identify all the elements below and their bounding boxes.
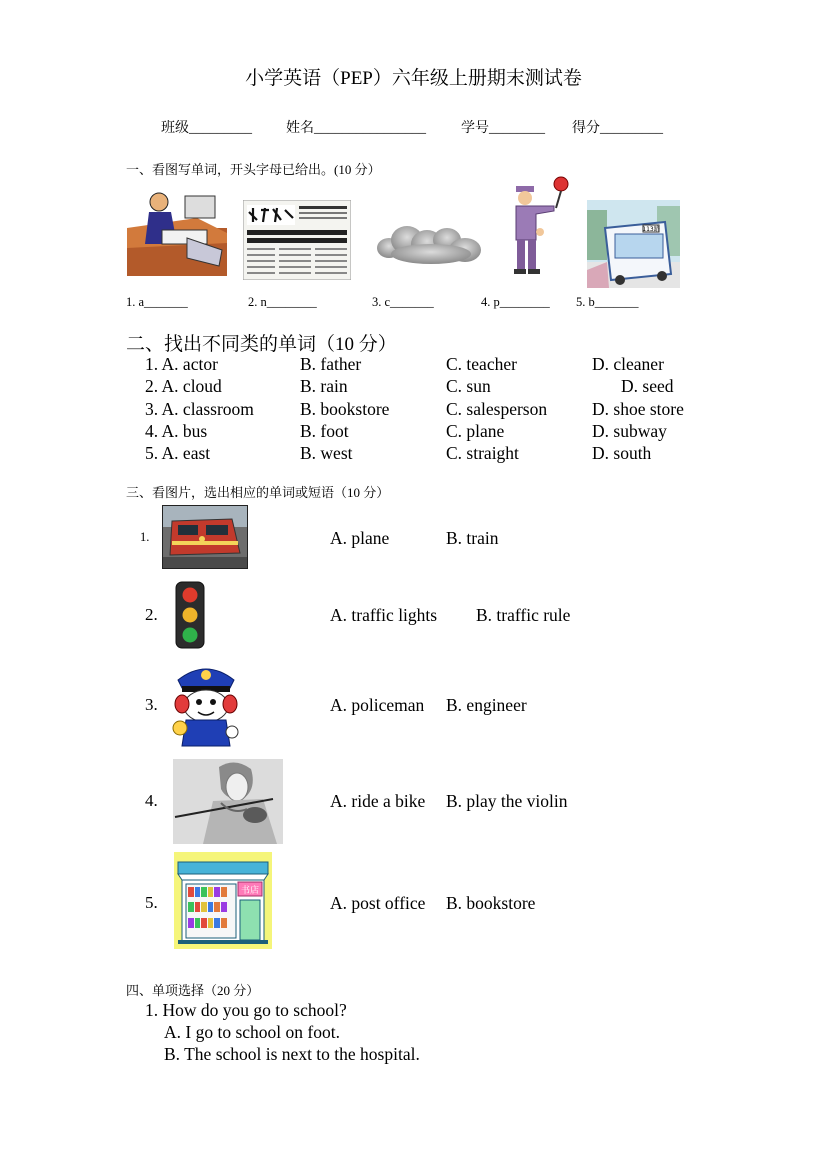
cloud-picture-icon bbox=[375, 222, 485, 268]
bus-number-label: 113路 bbox=[642, 226, 660, 233]
name-field[interactable]: 姓名________________ bbox=[286, 121, 426, 136]
s3-item4-option-b[interactable]: B. play the violin bbox=[446, 791, 568, 811]
page-title: 小学英语（PEP）六年级上册期末测试卷 bbox=[245, 68, 582, 89]
s4-question-1: 1. How do you go to school? bbox=[145, 1000, 347, 1020]
s3-item1-option-b[interactable]: B. train bbox=[446, 528, 499, 548]
s2-r5-b: B. west bbox=[300, 443, 353, 463]
s3-item3-option-b[interactable]: B. engineer bbox=[446, 695, 527, 715]
s2-r4-d: D. subway bbox=[592, 421, 667, 441]
s2-r1-c: C. teacher bbox=[446, 354, 517, 374]
s3-item2-number: 2. bbox=[145, 605, 158, 624]
s2-r2-b: B. rain bbox=[300, 376, 348, 396]
bus-picture-icon bbox=[587, 200, 680, 288]
s2-r5-c: C. straight bbox=[446, 443, 519, 463]
class-field[interactable]: 班级_________ bbox=[161, 121, 252, 136]
s2-r2-c: C. sun bbox=[446, 376, 491, 396]
blank-5[interactable]: 5. b_______ bbox=[576, 295, 639, 309]
desk-worker-picture-icon bbox=[127, 188, 227, 276]
section2-heading: 二、找出不同类的单词（10 分） bbox=[126, 334, 397, 355]
s2-r4-b: B. foot bbox=[300, 421, 349, 441]
section4-heading: 四、单项选择（20 分） bbox=[126, 983, 260, 998]
s2-r3-c: C. salesperson bbox=[446, 399, 548, 419]
s3-item5-option-b[interactable]: B. bookstore bbox=[446, 893, 536, 913]
score-field[interactable]: 得分_________ bbox=[572, 121, 663, 136]
s4-q1-option-b[interactable]: B. The school is next to the hospital. bbox=[164, 1044, 420, 1064]
s2-r3-d: D. shoe store bbox=[592, 399, 684, 419]
s2-r4-c: C. plane bbox=[446, 421, 505, 441]
student-number-field[interactable]: 学号________ bbox=[461, 121, 545, 136]
traffic-police-picture-icon bbox=[506, 176, 572, 276]
s4-q1-option-a[interactable]: A. I go to school on foot. bbox=[164, 1022, 340, 1042]
s2-r5-a: 5. A. east bbox=[145, 443, 211, 463]
policeman-picture-icon bbox=[170, 658, 242, 748]
s2-r1-a: 1. A. actor bbox=[145, 354, 218, 374]
s2-r1-b: B. father bbox=[300, 354, 362, 374]
s2-r4-a: 4. A. bus bbox=[145, 421, 208, 441]
traffic-light-picture-icon bbox=[175, 581, 205, 649]
s2-r3-a: 3. A. classroom bbox=[145, 399, 254, 419]
s3-item4-option-a[interactable]: A. ride a bike bbox=[330, 791, 426, 811]
blank-3[interactable]: 3. c_______ bbox=[372, 295, 434, 309]
s3-item2-option-a[interactable]: A. traffic lights bbox=[330, 605, 438, 625]
blank-2[interactable]: 2. n________ bbox=[248, 295, 317, 309]
s3-item1-option-a[interactable]: A. plane bbox=[330, 528, 390, 548]
s3-item3-option-a[interactable]: A. policeman bbox=[330, 695, 425, 715]
section3-heading: 三、看图片，选出相应的单词或短语（10 分） bbox=[126, 485, 390, 500]
s3-item5-option-a[interactable]: A. post office bbox=[330, 893, 426, 913]
violin-player-picture-icon bbox=[173, 759, 283, 844]
section1-heading: 一、看图写单词，开头字母已给出。(10 分） bbox=[126, 162, 381, 177]
s2-r5-d: D. south bbox=[592, 443, 652, 463]
bookstore-picture-icon bbox=[174, 852, 272, 949]
s2-r2-d: D. seed bbox=[621, 376, 674, 396]
newspaper-picture-icon bbox=[243, 200, 351, 280]
blank-1[interactable]: 1. a_______ bbox=[126, 295, 188, 309]
s3-item4-number: 4. bbox=[145, 791, 158, 810]
s3-item2-option-b[interactable]: B. traffic rule bbox=[476, 605, 571, 625]
s2-r2-a: 2. A. cloud bbox=[145, 376, 222, 396]
bookstore-sign-label: 书店 bbox=[240, 886, 260, 896]
train-picture-icon bbox=[162, 505, 248, 569]
blank-4[interactable]: 4. p________ bbox=[481, 295, 550, 309]
s2-r1-d: D. cleaner bbox=[592, 354, 664, 374]
s3-item5-number: 5. bbox=[145, 893, 158, 912]
s3-item3-number: 3. bbox=[145, 695, 158, 714]
s3-item1-number: 1. bbox=[140, 530, 150, 544]
s2-r3-b: B. bookstore bbox=[300, 399, 390, 419]
